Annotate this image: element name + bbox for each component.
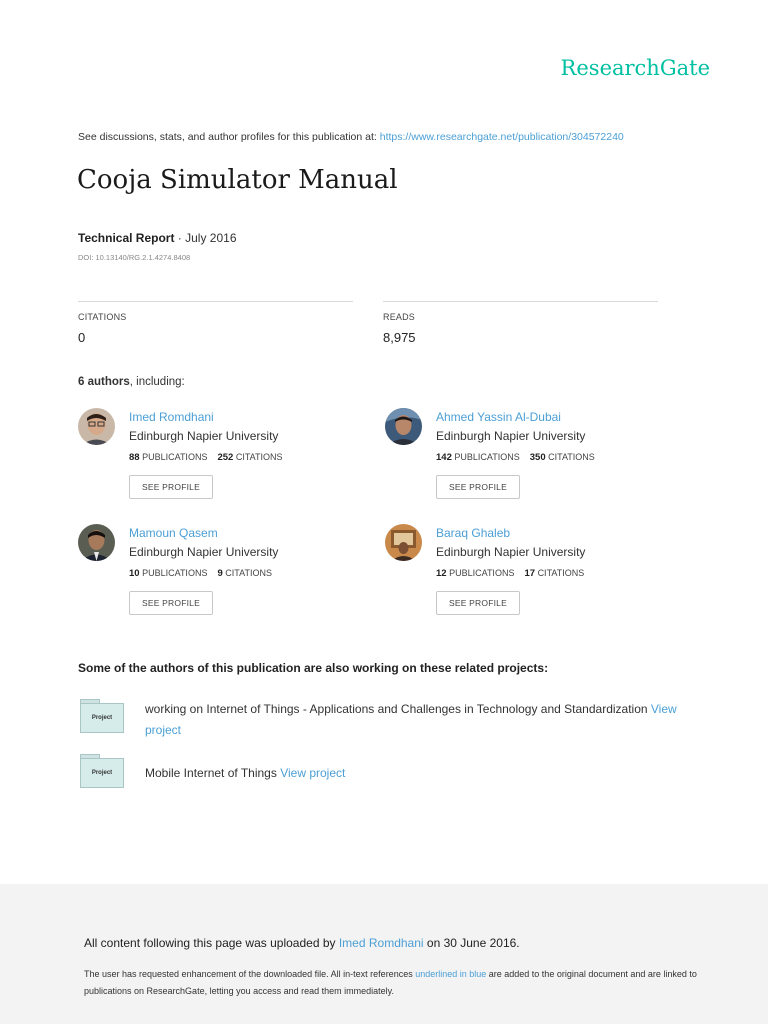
- publications-count: 10: [129, 568, 140, 579]
- related-projects-heading: Some of the authors of this publication are also working on these related projects:: [78, 661, 549, 675]
- author-avatar[interactable]: [78, 524, 115, 561]
- upload-suffix: on 30 June 2016.: [423, 936, 520, 950]
- upload-line: [84, 936, 520, 950]
- report-meta: [78, 231, 237, 245]
- author-card: [385, 408, 675, 508]
- author-institution: Edinburgh Napier University: [436, 429, 586, 443]
- publications-label: PUBLICATIONS: [142, 452, 208, 462]
- project-icon-label: Project: [91, 715, 113, 721]
- citations-count: 252: [217, 452, 234, 463]
- project-icon-label: Project: [91, 770, 113, 776]
- author-stats: [129, 568, 272, 579]
- citations-count: 350: [529, 452, 546, 463]
- author-name-link[interactable]: Ahmed Yassin Al-Dubai: [436, 410, 561, 424]
- discussion-line: [78, 131, 624, 143]
- project-title: Mobile Internet of Things: [145, 766, 281, 780]
- publications-label: PUBLICATIONS: [454, 452, 520, 462]
- publications-label: PUBLICATIONS: [142, 568, 208, 578]
- project-folder-icon[interactable]: [80, 699, 125, 733]
- author-avatar[interactable]: [385, 524, 422, 561]
- enhancement-notice: [84, 966, 704, 999]
- citations-count: 17: [524, 568, 536, 579]
- project-description: [145, 763, 700, 784]
- publications-count: 12: [436, 568, 447, 579]
- citations-label: CITATIONS: [225, 568, 272, 578]
- project-title: working on Internet of Things - Applications and Challenges in Technology and Standardization: [145, 702, 651, 716]
- authors-heading: [78, 376, 185, 388]
- notice-suffix: are added to the original document and are linked to publications on ResearchGate, letting you access and read them immediately.: [84, 969, 697, 996]
- footer: [0, 884, 768, 1024]
- project-description: [145, 699, 700, 741]
- reads-label: READS: [383, 312, 416, 322]
- author-card: [78, 524, 368, 624]
- author-avatar[interactable]: [78, 408, 115, 445]
- author-name-link[interactable]: Imed Romdhani: [129, 410, 214, 424]
- author-stats: [129, 452, 283, 463]
- author-stats: [436, 568, 584, 579]
- citations-label: CITATIONS: [548, 452, 595, 462]
- reads-value: 8,975: [383, 330, 416, 345]
- authors-count: 6 authors: [78, 376, 130, 388]
- author-stats: [436, 452, 595, 463]
- report-date: · July 2016: [174, 231, 237, 245]
- see-profile-button[interactable]: SEE PROFILE: [436, 591, 520, 615]
- citations-label: CITATIONS: [537, 568, 585, 578]
- doi: DOI: 10.13140/RG.2.1.4274.8408: [78, 253, 191, 262]
- citations-value: 0: [78, 330, 86, 345]
- discussion-text: See discussions, stats, and author profiles for this publication at:: [78, 131, 380, 143]
- underlined-in-blue-text: underlined in blue: [415, 969, 487, 979]
- see-profile-button[interactable]: SEE PROFILE: [129, 591, 213, 615]
- citations-label: CITATIONS: [235, 452, 283, 462]
- citations-stat: [78, 301, 353, 345]
- see-profile-button[interactable]: SEE PROFILE: [436, 475, 520, 499]
- publication-title: Cooja Simulator Manual: [77, 165, 398, 195]
- reads-stat: [383, 301, 658, 345]
- report-type: Technical Report: [78, 231, 175, 245]
- author-name-link[interactable]: Mamoun Qasem: [129, 526, 218, 540]
- uploader-link[interactable]: Imed Romdhani: [338, 936, 424, 950]
- publications-count: 88: [129, 452, 140, 463]
- publications-label: PUBLICATIONS: [449, 568, 515, 578]
- author-avatar[interactable]: [385, 408, 422, 445]
- author-institution: Edinburgh Napier University: [129, 545, 279, 559]
- see-profile-button[interactable]: SEE PROFILE: [129, 475, 213, 499]
- project-folder-icon[interactable]: [80, 754, 125, 788]
- author-card: [385, 524, 675, 624]
- author-institution: Edinburgh Napier University: [436, 545, 586, 559]
- researchgate-logo[interactable]: ResearchGate: [560, 56, 710, 80]
- author-card: [78, 408, 368, 508]
- view-project-link[interactable]: View project: [145, 702, 677, 737]
- notice-prefix: The user has requested enhancement of the downloaded file. All in-text references: [84, 969, 416, 979]
- authors-suffix: , including:: [129, 376, 185, 388]
- upload-prefix: All content following this page was uploaded by: [84, 936, 339, 950]
- view-project-link[interactable]: View project: [280, 766, 346, 780]
- author-name-link[interactable]: Baraq Ghaleb: [436, 526, 511, 540]
- citations-label: CITATIONS: [78, 312, 127, 322]
- citations-count: 9: [217, 568, 223, 579]
- author-institution: Edinburgh Napier University: [129, 429, 279, 443]
- publications-count: 142: [436, 452, 452, 463]
- publication-url-link[interactable]: https://www.researchgate.net/publication/304572240: [379, 131, 624, 143]
